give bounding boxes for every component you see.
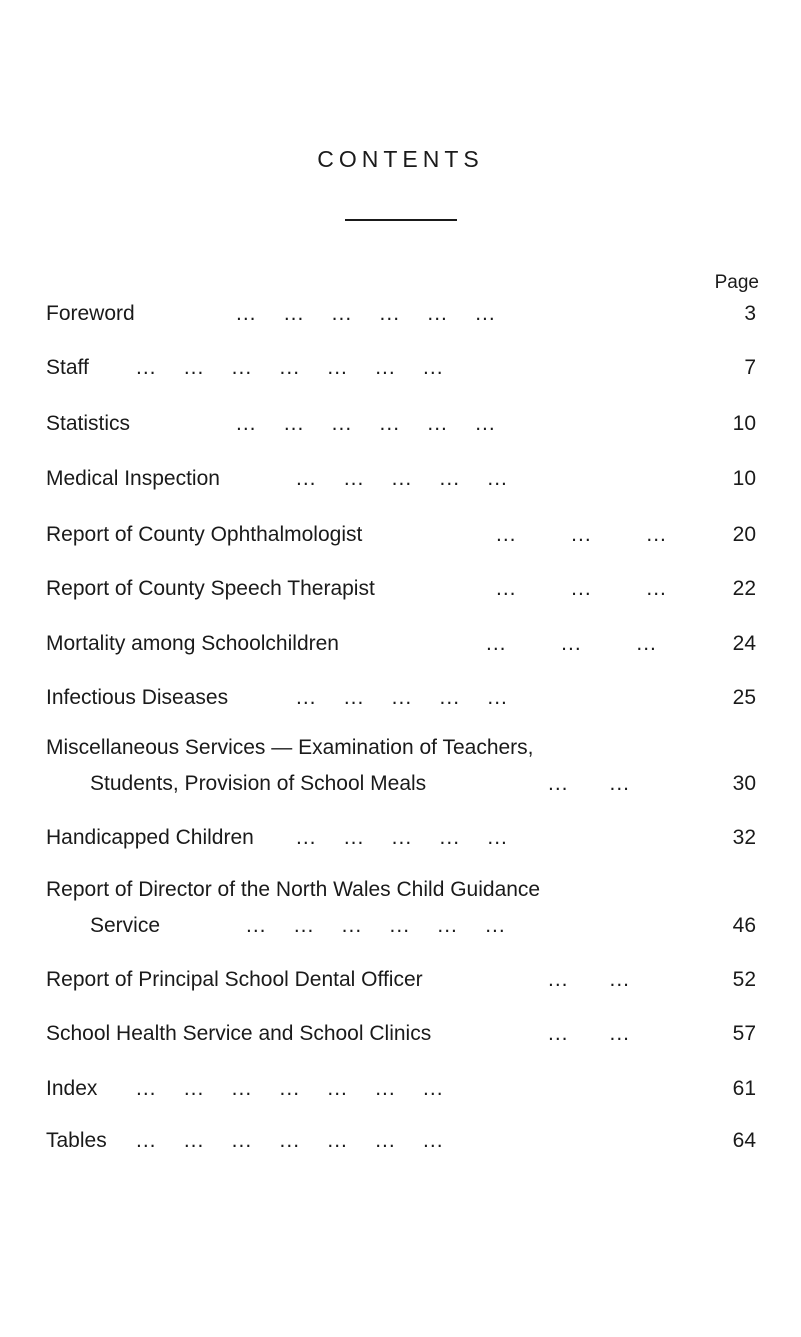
toc-entry-page: 7 <box>744 356 756 379</box>
toc-entry-title: Infectious Diseases <box>46 686 229 709</box>
toc-entry-page: 22 <box>732 577 756 600</box>
toc-entry-page: 30 <box>732 772 756 795</box>
toc-entry-page: 10 <box>732 412 756 435</box>
page-column-label: Page <box>714 272 759 293</box>
toc-entry-page: 61 <box>732 1077 756 1100</box>
toc-entry-title: Mortality among Schoolchildren <box>46 632 339 655</box>
toc-entry-page: 64 <box>732 1129 756 1152</box>
toc-leader: ... ... ... ... ... <box>296 826 508 849</box>
toc-entry-title-continued: Students, Provision of School Meals <box>90 772 427 795</box>
toc-entry-title: Report of County Ophthalmologist <box>46 523 363 546</box>
toc-entry <box>46 406 756 442</box>
toc-entry-title: Statistics <box>46 412 131 435</box>
toc-leader: ... ... ... ... ... ... <box>246 914 506 937</box>
toc-entry-title-continued: Service <box>90 914 161 937</box>
toc-leader: ... ... ... ... ... ... <box>236 302 496 325</box>
toc-entry <box>46 730 756 802</box>
toc-entry-page: 20 <box>732 523 756 546</box>
toc-leader: ... ... ... ... ... ... ... <box>136 1129 444 1152</box>
toc-entry <box>46 962 756 998</box>
toc-entry-page: 10 <box>732 467 756 490</box>
toc-entry-title: Index <box>46 1077 98 1100</box>
toc-entry-title: Report of Director of the North Wales Child Guidance <box>46 878 541 901</box>
toc-entry-page: 32 <box>732 826 756 849</box>
page-title: CONTENTS <box>317 146 484 172</box>
toc-entry-page: 46 <box>732 914 756 937</box>
toc-leader: ... ... <box>548 772 631 795</box>
toc-leader: ... ... <box>548 968 631 991</box>
toc-leader: ... ... ... ... ... <box>296 686 508 709</box>
toc-entry-page: 24 <box>732 632 756 655</box>
toc-leader: ... ... <box>548 1022 631 1045</box>
toc-entry <box>46 296 756 332</box>
toc-entry-title: Miscellaneous Services — Examination of Teachers, <box>46 736 534 759</box>
toc-leader: ... ... ... <box>496 523 667 546</box>
toc-leader: ... ... ... ... ... ... <box>236 412 496 435</box>
toc-leader: ... ... ... ... ... ... ... <box>136 356 444 379</box>
toc-entry-title: Foreword <box>46 302 135 325</box>
toc-entry <box>46 1123 756 1159</box>
toc-entry-title: Report of County Speech Therapist <box>46 577 375 600</box>
toc-entry <box>46 820 756 856</box>
toc-entry <box>46 626 756 662</box>
toc-entry <box>46 350 756 386</box>
toc-entry <box>46 1071 756 1107</box>
toc-leader: ... ... ... ... ... <box>296 467 508 490</box>
toc-entry <box>46 571 756 607</box>
toc-entry-title: Report of Principal School Dental Officer <box>46 968 423 991</box>
toc-entry-title: Tables <box>46 1129 107 1152</box>
toc-entry-title: Medical Inspection <box>46 467 220 490</box>
toc-leader: ... ... ... ... ... ... ... <box>136 1077 444 1100</box>
toc-entry-page: 52 <box>732 968 756 991</box>
toc-entry-page: 3 <box>744 302 756 325</box>
toc-leader: ... ... ... <box>496 577 667 600</box>
toc-entry <box>46 461 756 497</box>
toc-entry <box>46 517 756 553</box>
toc-leader: ... ... ... <box>486 632 657 655</box>
toc-entry-title: School Health Service and School Clinics <box>46 1022 432 1045</box>
toc-entry <box>46 1016 756 1052</box>
toc-entry-page: 25 <box>732 686 756 709</box>
toc-entry <box>46 680 756 716</box>
toc-entry-title: Staff <box>46 356 89 379</box>
toc-entry <box>46 872 756 944</box>
toc-entry-page: 57 <box>732 1022 756 1045</box>
toc-entry-title: Handicapped Children <box>46 826 254 849</box>
